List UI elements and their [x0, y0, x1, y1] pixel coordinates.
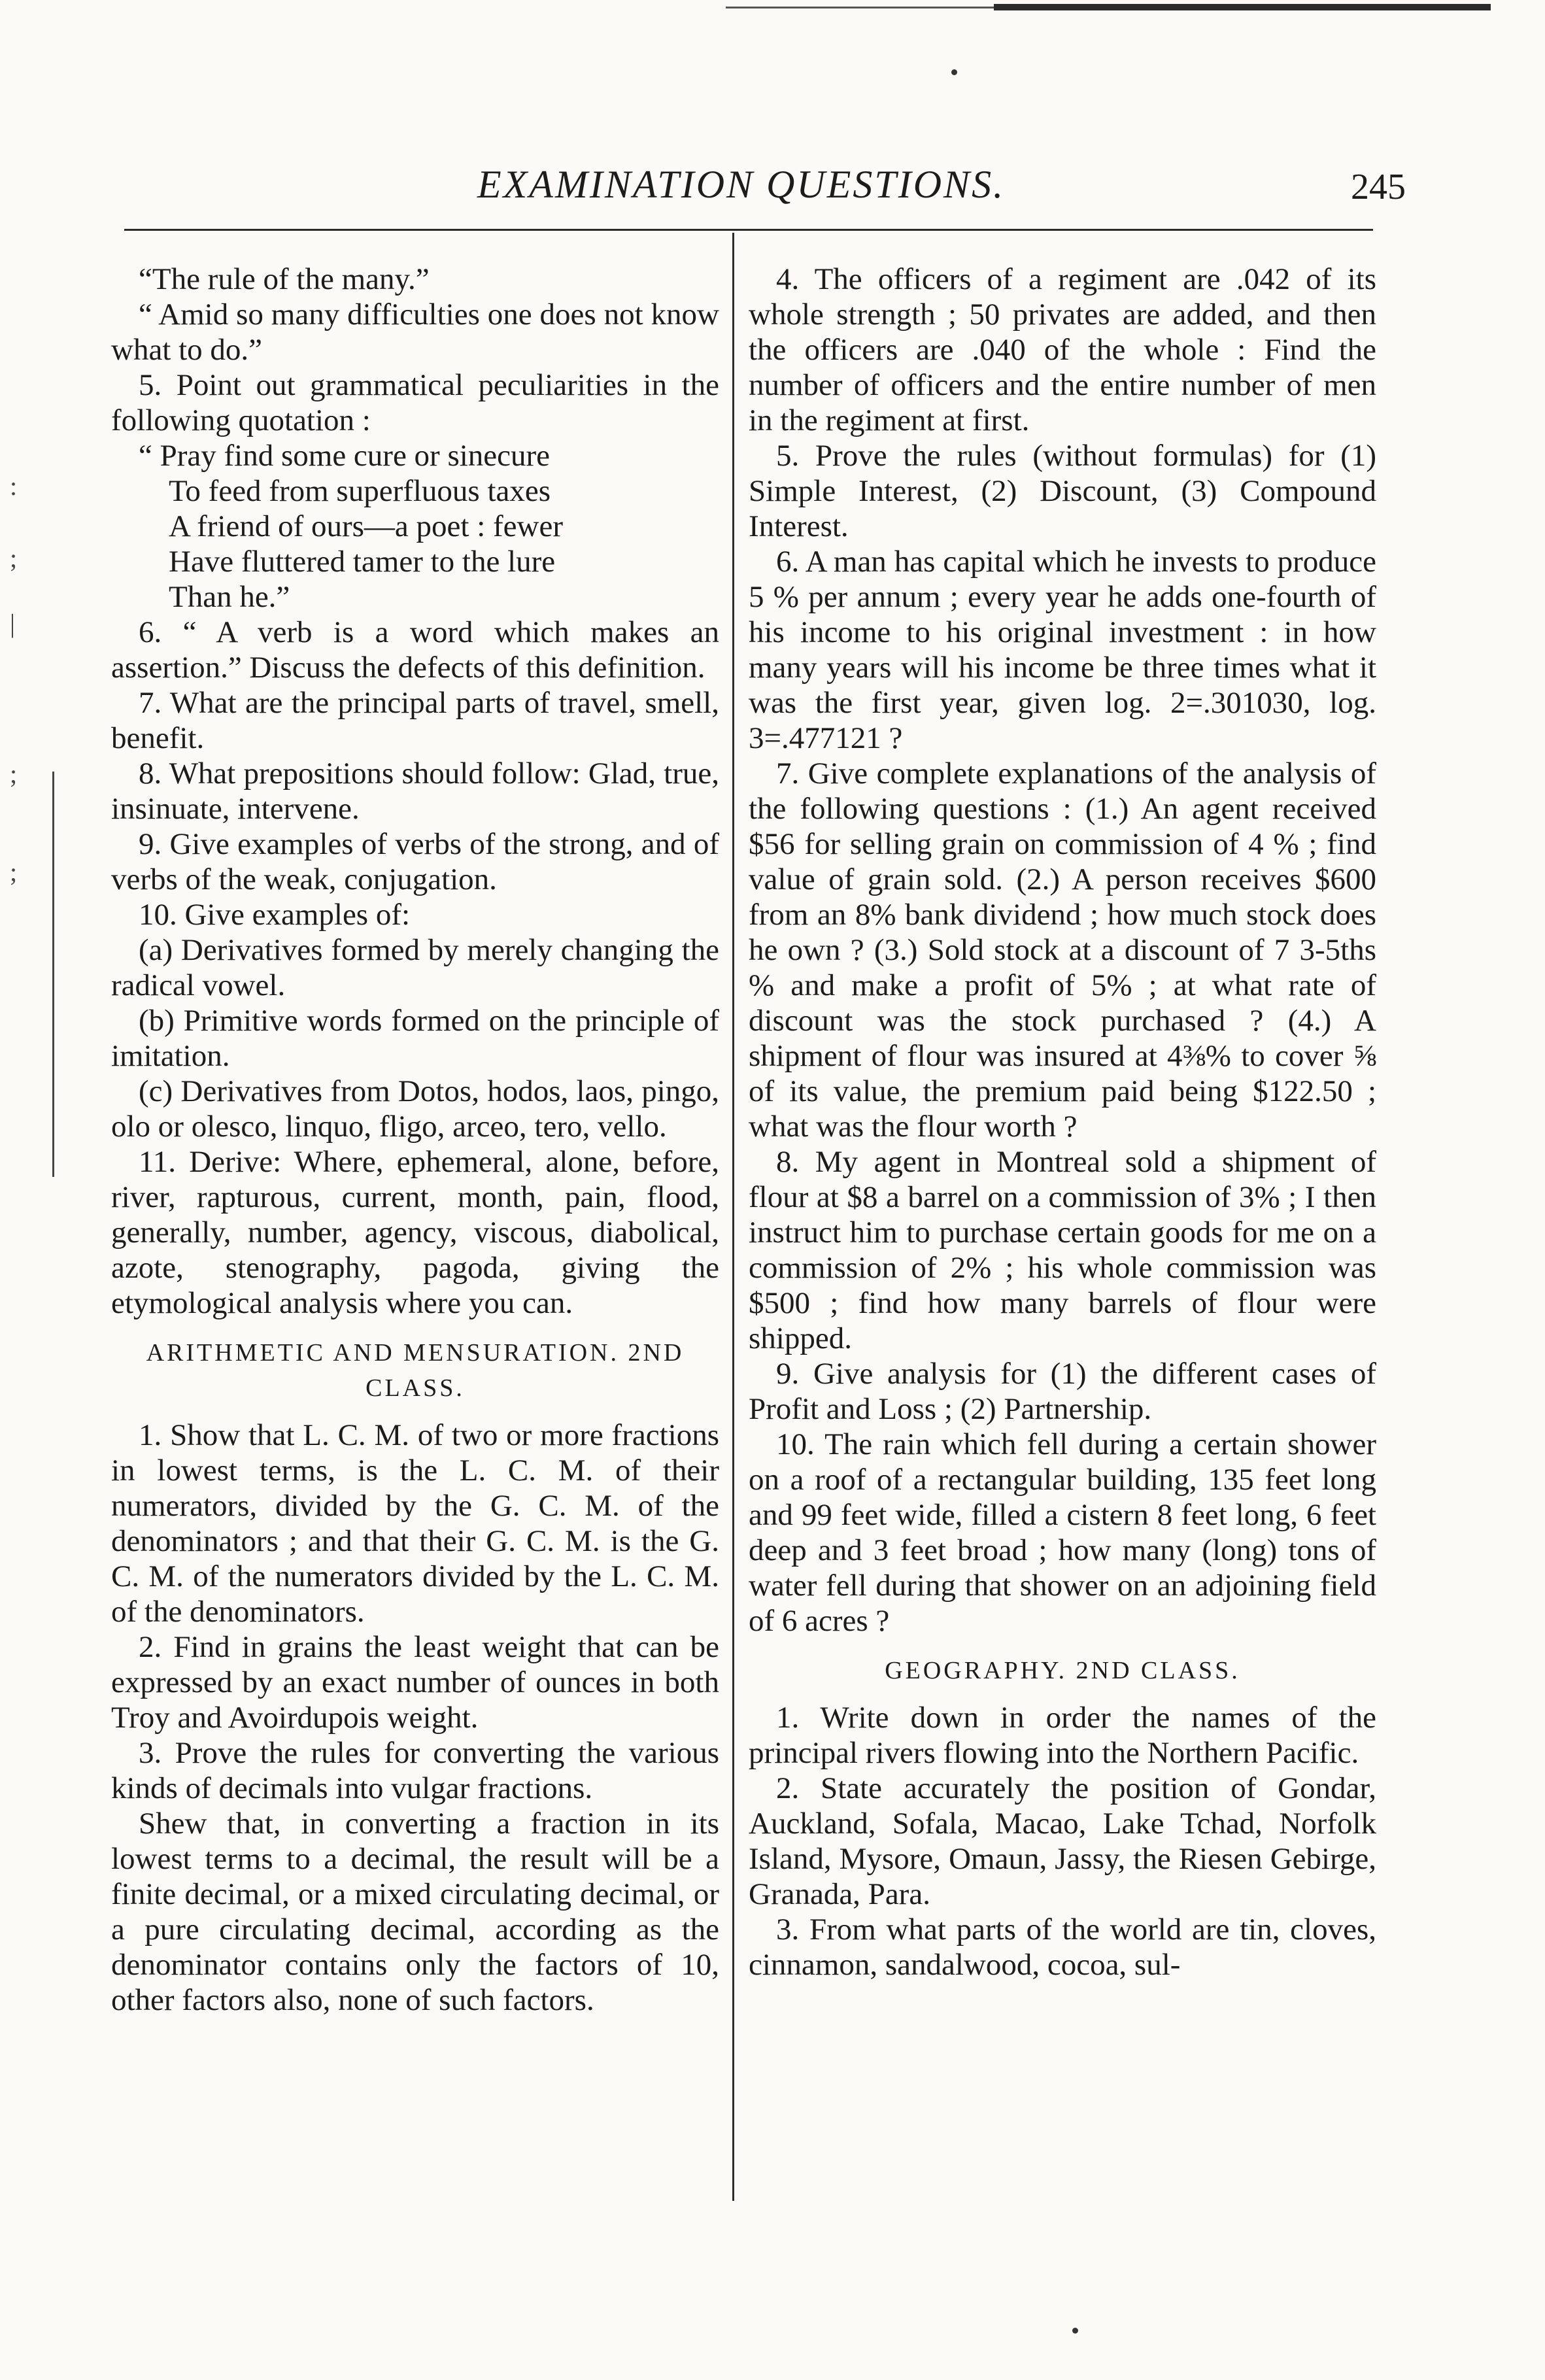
text-paragraph: 1. Show that L. C. M. of two or more fractions in lowest terms, is the L. C. M. of their numerators, divided by the G. C. M. of the denominators ; and that their G. C. M. is the G. C. M. of the numerators divided by the L. C. M. of the denominators.	[111, 1418, 719, 1629]
text-paragraph: 4. The officers of a regiment are .042 of its whole strength ; 50 privates are added, and then the officers are .040 of the whole : Find the number of officers and the entire number of men in the regiment at first.	[749, 262, 1376, 437]
scan-edge-line	[726, 7, 1000, 8]
text-paragraph: 1. Write down in order the names of the principal rivers flowing into the Northern Pacific.	[749, 1701, 1376, 1770]
text-paragraph: 6. “ A verb is a word which makes an assertion.” Discuss the defects of this definition.	[111, 615, 719, 685]
text-paragraph: (b) Primitive words formed on the principle of imitation.	[111, 1004, 719, 1073]
text-paragraph: 9. Give examples of verbs of the strong, and of verbs of the weak, conjugation.	[111, 827, 719, 896]
text-paragraph: To feed from superfluous taxes	[169, 474, 551, 508]
margin-mark: ;	[10, 543, 18, 573]
print-speck	[1072, 2328, 1078, 2334]
text-paragraph: 9. Give analysis for (1) the different cases of Profit and Loss ; (2) Partnership.	[749, 1357, 1376, 1426]
margin-mark: ;	[10, 759, 18, 789]
page-header	[111, 156, 1406, 214]
text-paragraph: Than he.”	[169, 580, 290, 614]
section-heading: GEOGRAPHY. 2ND CLASS.	[885, 1657, 1240, 1684]
text-paragraph: 10. Give examples of:	[139, 898, 411, 932]
text-paragraph: 2. State accurately the position of Gondar, Auckland, Sofala, Macao, Lake Tchad, Norfolk Island, Mysore, Omaun, Jassy, the Riesen Gebirge, Granada, Para.	[749, 1771, 1376, 1911]
header-rule	[124, 229, 1373, 231]
text-paragraph: 5. Prove the rules (without formulas) for (1) Simple Interest, (2) Discount, (3) Compound Interest.	[749, 439, 1376, 543]
left-column	[111, 262, 719, 2018]
scan-edge-bar	[994, 4, 1491, 10]
text-paragraph: 2. Find in grains the least weight that can be expressed by an exact number of ounces in both Troy and Avoirdupois weight.	[111, 1630, 719, 1735]
text-paragraph: 7. What are the principal parts of travel, smell, benefit.	[111, 686, 719, 755]
column-divider	[732, 233, 734, 2201]
text-paragraph: 8. My agent in Montreal sold a shipment of flour at $8 a barrel on a commission of 3% ; I then instruct him to purchase certain goods for me on a commission of 2% ; his whole commission was $500 ; find how many barrels of flour were shipped.	[749, 1145, 1376, 1355]
section-heading: ARITHMETIC AND MENSURATION. 2ND CLASS.	[146, 1339, 685, 1402]
text-paragraph: 11. Derive: Where, ephemeral, alone, before, river, rapturous, current, month, pain, flood, generally, number, agency, viscous, diabolical, azote, stenography, pagoda, giving the etymological analysis where you can.	[111, 1145, 719, 1320]
text-paragraph: 10. The rain which fell during a certain shower on a roof of a rectangular building, 135 feet long and 99 feet wide, filled a cistern 8 feet long, 6 feet deep and 3 feet broad ; how many (long) tons of water fell during that shower on an adjoining field of 6 acres ?	[749, 1427, 1376, 1638]
print-speck	[951, 69, 957, 75]
text-paragraph: 3. From what parts of the world are tin, cloves, cinnamon, sandalwood, cocoa, sul-	[749, 1912, 1376, 1982]
text-paragraph: (c) Derivatives from Dotos, hodos, laos, pingo, olo or olesco, linquo, fligo, arceo, tero, vello.	[111, 1074, 719, 1144]
text-paragraph: 3. Prove the rules for converting the various kinds of decimals into vulgar fractions.	[111, 1736, 719, 1805]
text-paragraph: “ Amid so many difficulties one does not know what to do.”	[111, 298, 719, 367]
margin-mark: ;	[10, 857, 18, 887]
text-paragraph: 5. Point out grammatical peculiarities in the following quotation :	[111, 368, 719, 437]
text-paragraph: Have fluttered tamer to the lure	[169, 545, 556, 579]
right-column	[749, 262, 1376, 1982]
margin-mark: |	[10, 609, 16, 638]
text-paragraph: 6. A man has capital which he invests to produce 5 % per annum ; every year he adds one-fourth of his income to his original investment : in how many years will his income be three times what it was the first year, given log. 2=.301030, log. 3=.477121 ?	[749, 545, 1376, 755]
text-paragraph: 8. What prepositions should follow: Glad, true, insinuate, intervene.	[111, 756, 719, 826]
text-paragraph: (a) Derivatives formed by merely changing the radical vowel.	[111, 933, 719, 1002]
margin-mark-line	[52, 772, 54, 1177]
text-paragraph: Shew that, in converting a fraction in its lowest terms to a decimal, the result will be a finite decimal, or a mixed circulating decimal, or a pure circulating decimal, according as the denominator contains only the factors of 10, other factors also, none of such factors.	[111, 1807, 719, 2017]
text-paragraph: 7. Give complete explanations of the analysis of the following questions : (1.) An agent received $56 for selling grain on commission of 4 % ; find value of grain sold. (2.) A person receives $600 from an 8% bank dividend ; how much stock does he own ? (3.) Sold stock at a discount of 7 3-5ths % and make a profit of 5% ; at what rate of discount was the stock purchased ? (4.) A shipment of flour was insured at 4⅜% to cover ⅝ of its value, the premium paid being $122.50 ; what was the flour worth ?	[749, 756, 1376, 1144]
text-paragraph: A friend of ours—a poet : fewer	[169, 509, 563, 543]
text-paragraph: “ Pray find some cure or sinecure	[139, 439, 551, 473]
margin-mark: :	[10, 471, 18, 501]
text-paragraph: “The rule of the many.”	[139, 262, 430, 296]
running-head: EXAMINATION QUESTIONS.	[477, 163, 1006, 206]
page-number: 245	[1351, 167, 1406, 207]
